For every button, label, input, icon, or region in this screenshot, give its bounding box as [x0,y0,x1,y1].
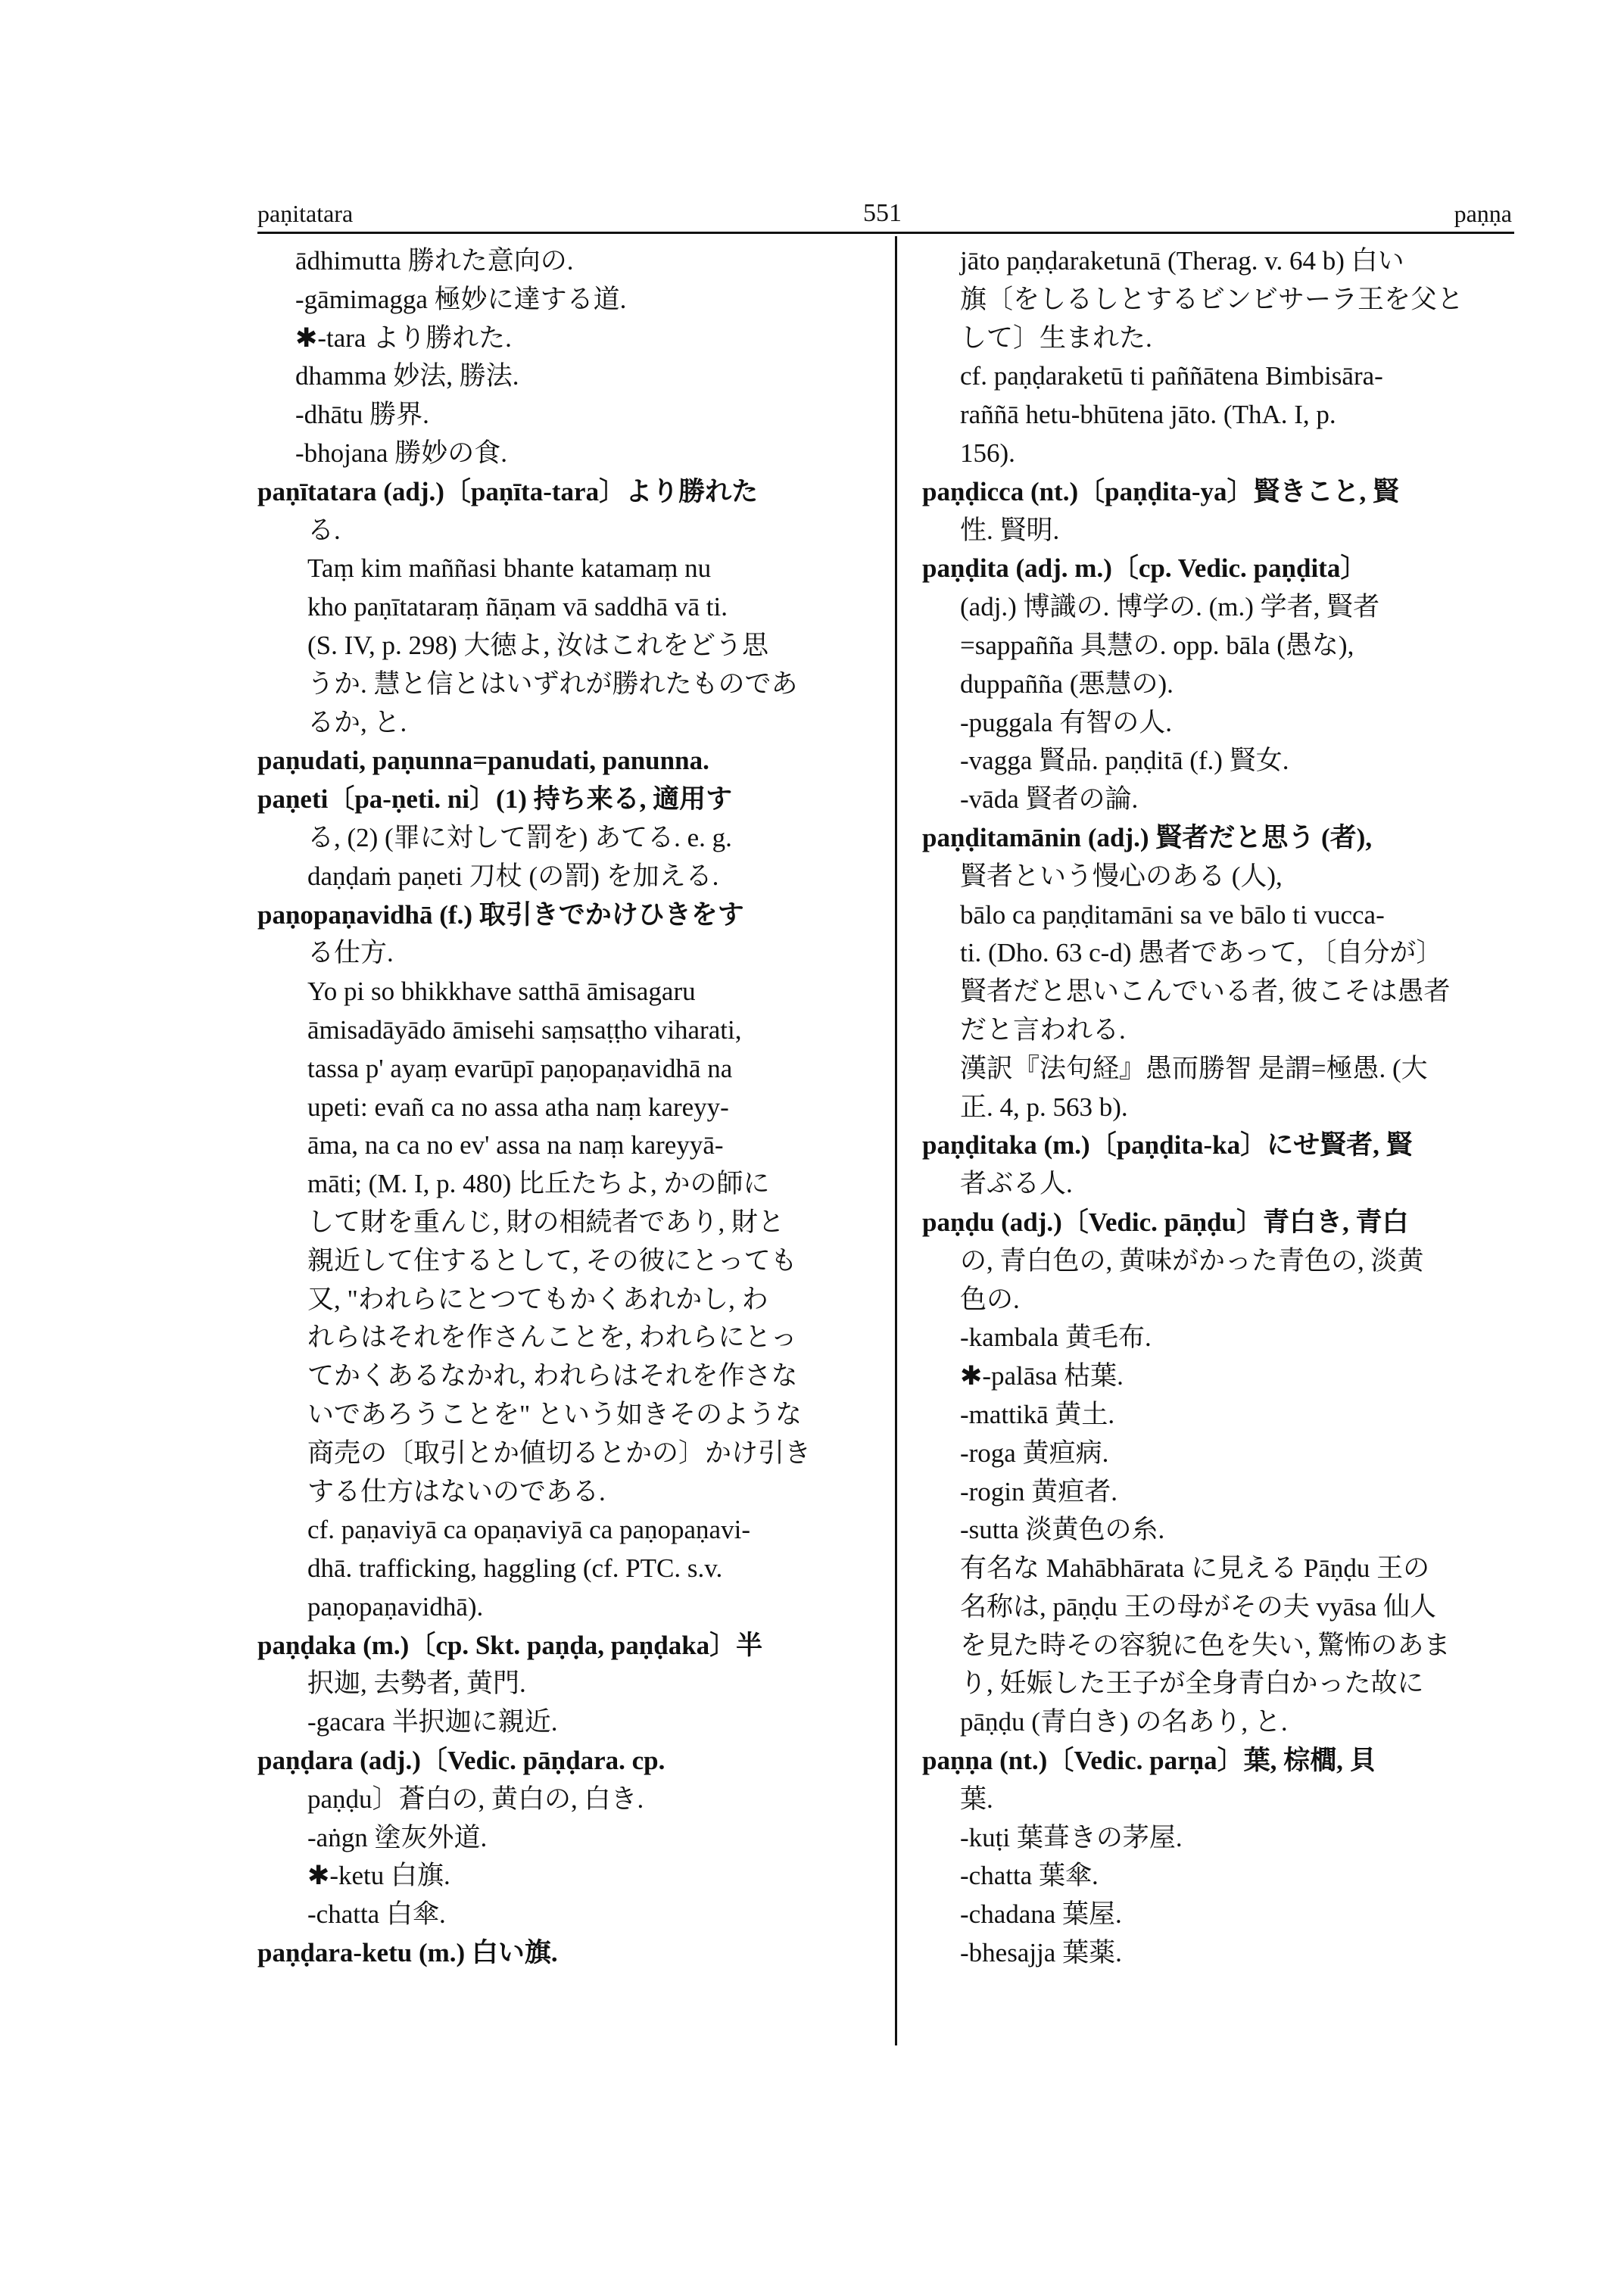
entry-line: る. [307,515,341,545]
entry-line: (S. IV, p. 298) 大徳よ, 汝はこれをどう思 [307,630,768,660]
entry-line: ti. (Dho. 63 c-d) 愚者であって, 〔自分が〕 [960,938,1443,968]
entry-line: -kuṭi 葉葺きの茅屋. [960,1822,1183,1852]
headword-line: paṇḍara (adj.)〔Vedic. pāṇḍara. cp. [257,1746,665,1776]
entry-line: る仕方. [307,938,394,968]
header-rule [257,232,1514,234]
headword-line: paṇītatara (adj.)〔paṇīta-tara〕より勝れた [257,476,759,506]
entry-line: 賢者だと思いこんでいる者, 彼こそは愚者 [960,977,1451,1007]
headword-line: paṇḍitaka (m.)〔paṇḍita-ka〕にせ賢者, 賢 [922,1130,1413,1161]
entry-line: 親近して住するとして, その彼にとっても [307,1245,797,1276]
entry-line: -chadana 葉屋. [960,1899,1122,1930]
headword-line: paṇḍaka (m.)〔cp. Skt. paṇḍa, paṇḍaka〕半 [257,1630,763,1660]
running-head-right: paṇṇa [1454,200,1512,227]
entry-line: -kambala 黄毛布. [960,1323,1152,1353]
running-head-left: paṇitatara [257,200,354,227]
entry-line: daṇḍaṁ paṇeti 刀杖 (の罰) を加える. [307,861,719,891]
headword-line: paṇḍitamānin (adj.) 賢者だと思う (者), [922,822,1373,852]
entry-line: duppañña (悪慧の). [960,668,1174,699]
entry-line: dhā. trafficking, haggling (cf. PTC. s.v. [307,1553,723,1584]
entry-line: (adj.) 博識の. 博学の. (m.) 学者, 賢者 [960,592,1380,622]
entry-line: して財を重んじ, 財の相続者であり, 財と [307,1207,785,1237]
entry-line: -puggala 有智の人. [960,707,1172,737]
entry-line: てかくあるなかれ, われらはそれを作さな [307,1361,798,1391]
entry-line: -chatta 葉傘. [960,1861,1099,1891]
entry-line: ādhimutta 勝れた意向の. [295,246,574,276]
right-column [922,242,1520,1973]
entry-line: ✱-tara より勝れた. [295,322,512,353]
entry-line: -bhesajja 葉薬. [960,1938,1122,1968]
entry-line: -gāmimagga 極妙に達する道. [295,284,627,314]
entry-line: āmisadāyādo āmisehi saṃsaṭṭho viharati, [307,1014,742,1045]
entry-line: 又, "われらにとつてもかくあれかし, わ [307,1284,768,1314]
entry-line: māti; (M. I, p. 480) 比丘たちよ, かの師に [307,1169,770,1199]
column-divider [895,236,897,2045]
entry-line: bālo ca paṇḍitamāni sa ve bālo ti vucca- [960,899,1385,930]
entry-line: 色の. [960,1284,1020,1314]
entry-line: -mattikā 黄土. [960,1399,1115,1429]
entry-line: -vagga 賢品. paṇḍitā (f.) 賢女. [960,746,1289,776]
entry-line: うか. 慧と信とはいずれが勝れたものであ [307,668,798,699]
entry-line: āma, na ca no ev' assa na naṃ kareyyā- [307,1130,724,1161]
entry-line: 有名な Mahābhārata に見える Pāṇḍu 王の [960,1553,1430,1584]
entry-line: -chatta 白傘. [307,1899,446,1930]
entry-line: るか, と. [307,707,407,737]
entry-line: ✱-ketu 白旗. [307,1861,450,1891]
headword-line: paṇeti〔pa-ṇeti. ni〕(1) 持ち来る, 適用す [257,784,733,815]
headword-line: paṇḍara-ketu (m.) 白い旗. [257,1938,558,1968]
entry-line: -vāda 賢者の論. [960,784,1139,815]
entry-line: pāṇḍu (青白き) の名あり, と. [960,1707,1288,1737]
entry-line: 漢訳『法句経』愚而勝智 是謂=極愚. (大 [960,1053,1428,1083]
entry-line: 旗〔をしるしとするビンビサーラ王を父と [960,284,1464,314]
entry-line: -bhojana 勝妙の食. [295,438,507,468]
entry-line: して〕生まれた. [960,322,1152,353]
entry-line: り, 妊娠した王子が全身青白かった故に [960,1668,1424,1699]
entry-line: 賢者という慢心のある (人), [960,861,1283,891]
entry-line: dhamma 妙法, 勝法. [295,361,519,391]
entry-line: tassa p' ayaṃ evarūpī paṇopaṇavidhā na [307,1053,733,1083]
headword-line: paṇḍicca (nt.)〔paṇḍita-ya〕賢きこと, 賢 [922,476,1400,506]
entry-line: paṇḍu〕蒼白の, 黄白の, 白き. [307,1784,644,1814]
entry-line: 正. 4, p. 563 b). [960,1092,1128,1122]
page-number: 551 [863,199,902,227]
headword-line: paṇḍu (adj.)〔Vedic. pāṇḍu〕青白き, 青白 [922,1207,1409,1237]
entry-line: -aṅgn 塗灰外道. [307,1822,488,1852]
entry-line: -sutta 淡黄色の糸. [960,1515,1165,1545]
entry-line: paṇopaṇavidhā). [307,1591,484,1622]
entry-line: る, (2) (罪に対して罰を) あてる. e. g. [307,822,732,852]
entry-line: jāto paṇḍaraketunā (Therag. v. 64 b) 白い [960,246,1404,276]
entry-line: raññā hetu-bhūtena jāto. (ThA. I, p. [960,400,1336,430]
entry-line: -dhātu 勝界. [295,400,429,430]
entry-line: を見た時その容貌に色を失い, 驚怖のあま [960,1630,1451,1660]
entry-line: -rogin 黄疸者. [960,1476,1118,1506]
entry-line: 択迦, 去勢者, 黄門. [307,1668,526,1699]
entry-line: Taṃ kim maññasi bhante katamaṃ nu [307,553,712,584]
entry-line: kho paṇītataraṃ ñāṇam vā saddhā vā ti. [307,592,728,622]
entry-line: だと言われる. [960,1014,1126,1045]
entry-line: 名称は, pāṇḍu 王の母がその夫 vyāsa 仙人 [960,1591,1436,1622]
headword-line: paṇudati, paṇunna=panudati, panunna. [257,746,709,776]
entry-line: ✱-palāsa 枯葉. [960,1361,1124,1391]
entry-line: -roga 黄疸病. [960,1438,1109,1468]
headword-line: paṇḍita (adj. m.)〔cp. Vedic. paṇḍita〕 [922,553,1367,584]
entry-line: 者ぶる人. [960,1169,1073,1199]
entry-line: Yo pi so bhikkhave satthā āmisagaru [307,977,696,1007]
entry-line: -gacara 半択迦に親近. [307,1707,558,1737]
entry-line: の, 青白色の, 黄味がかった青色の, 淡黄 [960,1245,1424,1276]
entry-line: 葉. [960,1784,993,1814]
left-column [257,242,878,1973]
headword-line: paṇṇa (nt.)〔Vedic. parṇa〕葉, 棕櫚, 貝 [922,1746,1376,1776]
entry-line: upeti: evañ ca no assa atha naṃ kareyy- [307,1092,729,1122]
entry-line: いであろうことを" という如きそのような [307,1399,803,1429]
entry-line: 性. 賢明. [960,515,1060,545]
headword-line: paṇopaṇavidhā (f.) 取引きでかけひきをす [257,899,744,930]
entry-line: cf. paṇaviyā ca opaṇaviyā ca paṇopaṇavi- [307,1515,750,1545]
entry-line: 商売の〔取引とか値切るとかの〕かけ引き [307,1438,812,1468]
entry-line: =sappañña 具慧の. opp. bāla (愚な), [960,630,1354,660]
entry-line: する仕方はないのである. [307,1476,606,1506]
entry-line: れらはそれを作さんことを, われらにとっ [307,1323,797,1353]
entry-line: cf. paṇḍaraketū ti paññātena Bimbisāra- [960,361,1383,391]
entry-line: 156). [960,438,1015,468]
